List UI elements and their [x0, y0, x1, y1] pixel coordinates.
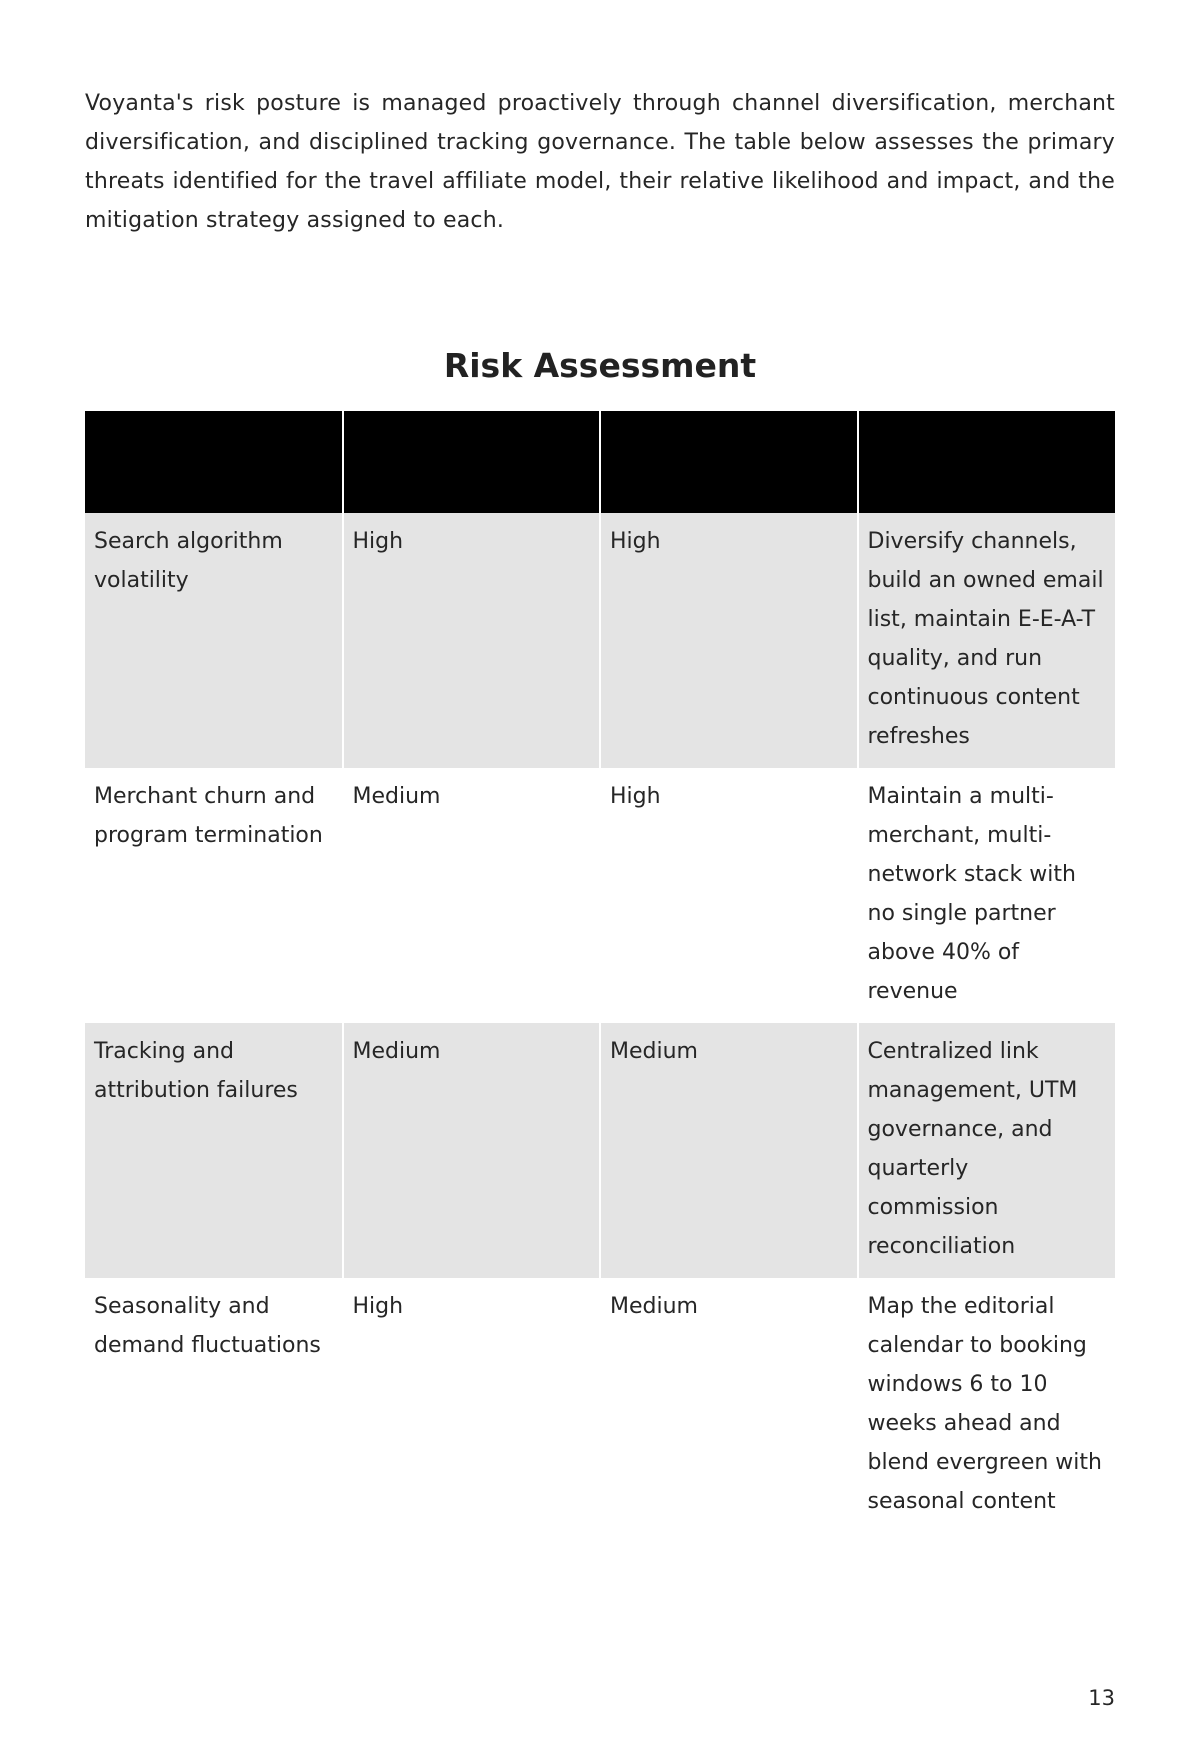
table-title: Risk Assessment: [443, 346, 757, 385]
header-cell-likelihood: [343, 411, 601, 513]
impact-cell: High: [600, 768, 858, 1023]
table-row: [85, 513, 1115, 768]
likelihood-cell: High: [343, 513, 601, 768]
risk-assessment-table: [85, 411, 1115, 1533]
risk-cell: Merchant churn and program termination: [85, 768, 343, 1023]
table-row: [85, 1278, 1115, 1533]
header-cell-impact: [600, 411, 858, 513]
table-header-row: [85, 411, 1115, 513]
mitigation-cell: Map the editorial calendar to booking windows 6 to 10 weeks ahead and blend evergreen with seasonal content: [858, 1278, 1116, 1533]
mitigation-cell: Maintain a multi-merchant, multi-network stack with no single partner above 40% of revenue: [858, 768, 1116, 1023]
header-cell-risk: [85, 411, 343, 513]
impact-cell: Medium: [600, 1023, 858, 1278]
page-number: 13: [1088, 1686, 1115, 1710]
likelihood-cell: Medium: [343, 768, 601, 1023]
intro-paragraph: Voyanta's risk posture is managed proactively through channel diversification, merchant diversification, and disciplined tracking governance. The table below assesses the primary threats identified for the travel affiliate model, their relative likelihood and impact, and the mitigation strategy assigned to each.: [85, 91, 1115, 233]
mitigation-cell: Centralized link management, UTM governance, and quarterly commission reconciliation: [858, 1023, 1116, 1278]
header-cell-mitigation: [858, 411, 1116, 513]
table-row: [85, 1023, 1115, 1278]
impact-cell: High: [600, 513, 858, 768]
impact-cell: Medium: [600, 1278, 858, 1533]
likelihood-cell: Medium: [343, 1023, 601, 1278]
risk-cell: Search algorithm volatility: [85, 513, 343, 768]
risk-cell: Seasonality and demand fluctuations: [85, 1278, 343, 1533]
likelihood-cell: High: [343, 1278, 601, 1533]
mitigation-cell: Diversify channels, build an owned email list, maintain E-E-A-T quality, and run continuous content refreshes: [858, 513, 1116, 768]
table-row: [85, 768, 1115, 1023]
risk-cell: Tracking and attribution failures: [85, 1023, 343, 1278]
